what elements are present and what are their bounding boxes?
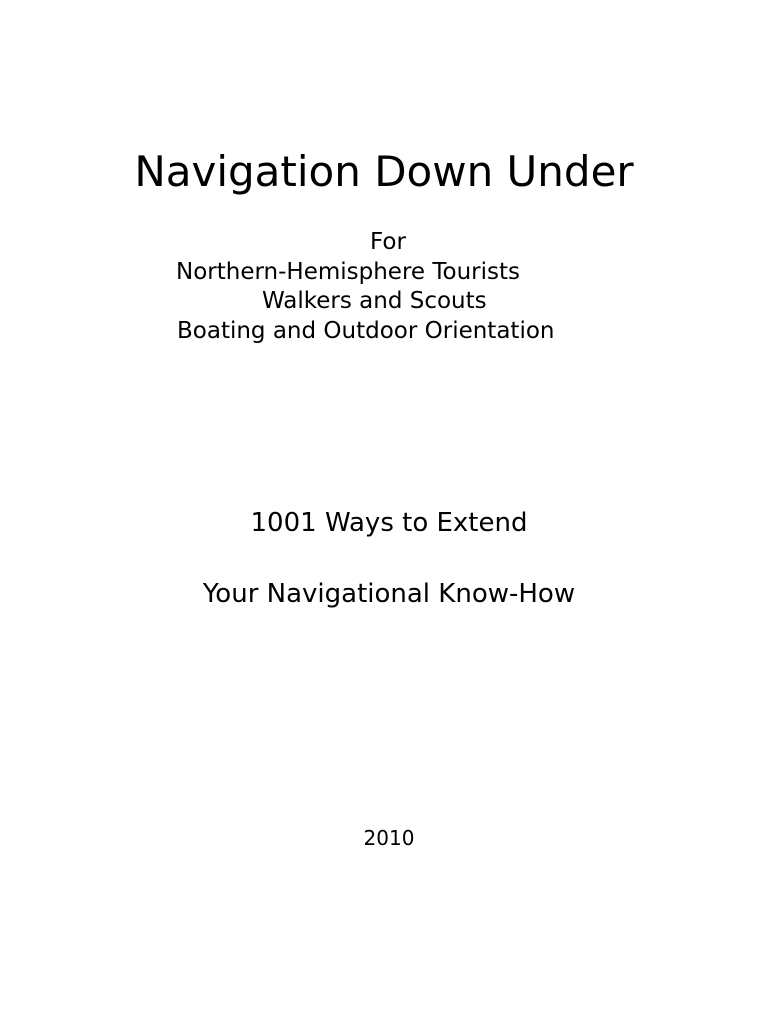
publication-year: 2010 [363,826,415,850]
audience-line-walkers: Walkers and Scouts [262,288,487,314]
audience-line-tourists: Northern-Hemisphere Tourists [176,259,520,285]
document-title: Navigation Down Under [134,147,634,196]
audience-for-label: For [370,229,406,255]
tagline-line-1: 1001 Ways to Extend [250,508,528,538]
tagline-line-2: Your Navigational Know-How [202,579,576,609]
audience-line-boating: Boating and Outdoor Orientation [177,318,555,344]
